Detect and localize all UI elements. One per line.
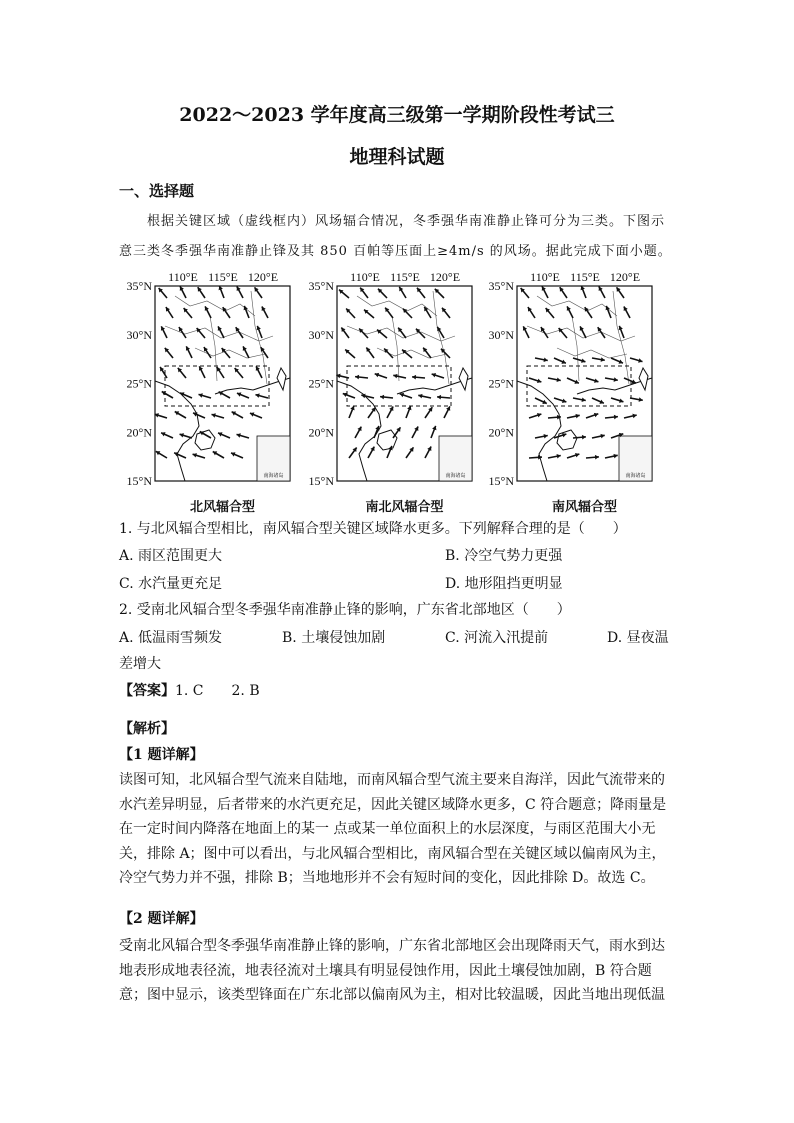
q1-option-a[interactable]: A. 雨区范围更大: [119, 548, 223, 564]
answer-line: [119, 680, 260, 700]
latitude-label: 15°N: [488, 474, 514, 488]
latitude-label: 25°N: [488, 376, 514, 391]
q1-detail-line: 在一定时间内降落在地面上的某一 点或某一单位面积上的水层深度，与雨区范围大小无: [119, 821, 656, 837]
q1-detail-text: [119, 768, 675, 891]
longitude-label: 110°E: [168, 270, 198, 284]
longitude-label: 115°E: [390, 270, 420, 284]
latitude-label: 25°N: [126, 376, 152, 391]
analysis-label: 【解析】: [119, 721, 175, 737]
latitude-label: 30°N: [488, 327, 514, 342]
intro-line-2: 意三类冬季强华南准静止锋及其 850 百帕等压面上≥4m/s 的风场。据此完成下面小题。: [119, 244, 672, 259]
question-2-stem: 2. 受南北风辐合型冬季强华南准静止锋的影响，广东省北部地区（ ）: [119, 602, 571, 618]
q2-detail-line: 地表形成地表径流，地表径流对土壤具有明显侵蚀作用，因此土壤侵蚀加剧，B 符合题: [119, 962, 652, 979]
inset-label: 南海诸岛: [445, 473, 466, 479]
latitude-label: 35°N: [308, 279, 334, 293]
latitude-label: 15°N: [126, 474, 152, 488]
latitude-label: 15°N: [308, 474, 334, 488]
answer-label: 【答案】: [119, 683, 175, 699]
longitude-label: 115°E: [208, 270, 238, 284]
inset-label: 南海诸岛: [263, 473, 284, 479]
wind-map-panel: [309, 270, 472, 515]
longitude-label: 120°E: [247, 270, 279, 284]
latitude-label: 20°N: [488, 425, 514, 440]
q2-detail-label: 【2 题详解】: [119, 911, 204, 927]
longitude-label: 120°E: [609, 270, 641, 284]
longitude-label: 110°E: [350, 270, 380, 284]
q2-option-d-wrap: 差增大: [119, 656, 161, 672]
longitude-label: 110°E: [530, 270, 560, 284]
q2-option-d[interactable]: D. 昼夜温: [607, 630, 669, 646]
wind-field-maps: [119, 268, 675, 518]
q2-detail-text: [119, 934, 675, 1008]
latitude-label: 35°N: [126, 279, 152, 293]
q1-option-c[interactable]: C. 水汽量更充足: [119, 576, 223, 592]
q2-option-b[interactable]: B. 土壤侵蚀加剧: [282, 630, 386, 646]
q2-detail-line: 意；图中显示，该类型锋面在广东北部以偏南风为主，相对比较温暖，因此当地出现低温: [119, 987, 665, 1003]
q1-detail-label: 【1 题详解】: [119, 747, 204, 763]
q1-detail-line: 关，排除 A；图中可以看出，与北风辐合型相比，南风辐合型在关键区域以偏南风为主，: [119, 845, 666, 862]
section-heading: 一、选择题: [119, 182, 195, 200]
latitude-label: 20°N: [308, 425, 334, 440]
wind-map-panel: [127, 270, 290, 515]
q2-option-a[interactable]: A. 低温雨雪频发: [119, 630, 223, 646]
panel-caption: 南北风辐合型: [365, 500, 444, 515]
question-1-stem: 1. 与北风辐合型相比，南风辐合型关键区域降水更多。下列解释合理的是（ ）: [119, 521, 627, 537]
answer-text: 1. C 2. B: [175, 683, 260, 699]
intro-line-1: 根据关键区域（虚线框内）风场辐合情况，冬季强华南准静止锋可分为三类。下图示: [147, 214, 666, 229]
latitude-label: 30°N: [308, 327, 334, 342]
inset-label: 南海诸岛: [625, 473, 646, 479]
latitude-label: 20°N: [126, 425, 152, 440]
longitude-label: 120°E: [429, 270, 461, 284]
q1-detail-line: 冷空气势力并不强，排除 B；当地地形并不会有短时间的变化，因此排除 D。故选 C。: [119, 870, 655, 886]
longitude-label: 115°E: [570, 270, 600, 284]
panel-caption: 北风辐合型: [189, 500, 256, 515]
q2-option-c[interactable]: C. 河流入汛提前: [445, 630, 549, 646]
q2-detail-line: 受南北风辐合型冬季强华南准静止锋的影响，广东省北部地区会出现降雨天气，雨水到达: [119, 938, 665, 954]
panel-caption: 南风辐合型: [551, 500, 618, 515]
wind-field-figure: [119, 268, 675, 518]
exam-title: 2022～2023 学年度高三级第一学期阶段性考试三: [179, 104, 615, 126]
q1-option-d[interactable]: D. 地形阻挡更明显: [445, 576, 563, 592]
latitude-label: 30°N: [126, 327, 152, 342]
wind-map-panel: [489, 270, 652, 515]
q1-option-b[interactable]: B. 冷空气势力更强: [445, 548, 563, 564]
q1-detail-line: 读图可知，北风辐合型气流来自陆地，而南风辐合型气流主要来自海洋，因此气流带来的: [119, 772, 665, 788]
exam-subtitle: 地理科试题: [349, 146, 445, 168]
latitude-label: 25°N: [308, 376, 334, 391]
q1-detail-line: 水汽差异明显，后者带来的水汽更充足，因此关键区域降水更多，C 符合题意；降雨量是: [119, 796, 667, 813]
latitude-label: 35°N: [488, 279, 514, 293]
